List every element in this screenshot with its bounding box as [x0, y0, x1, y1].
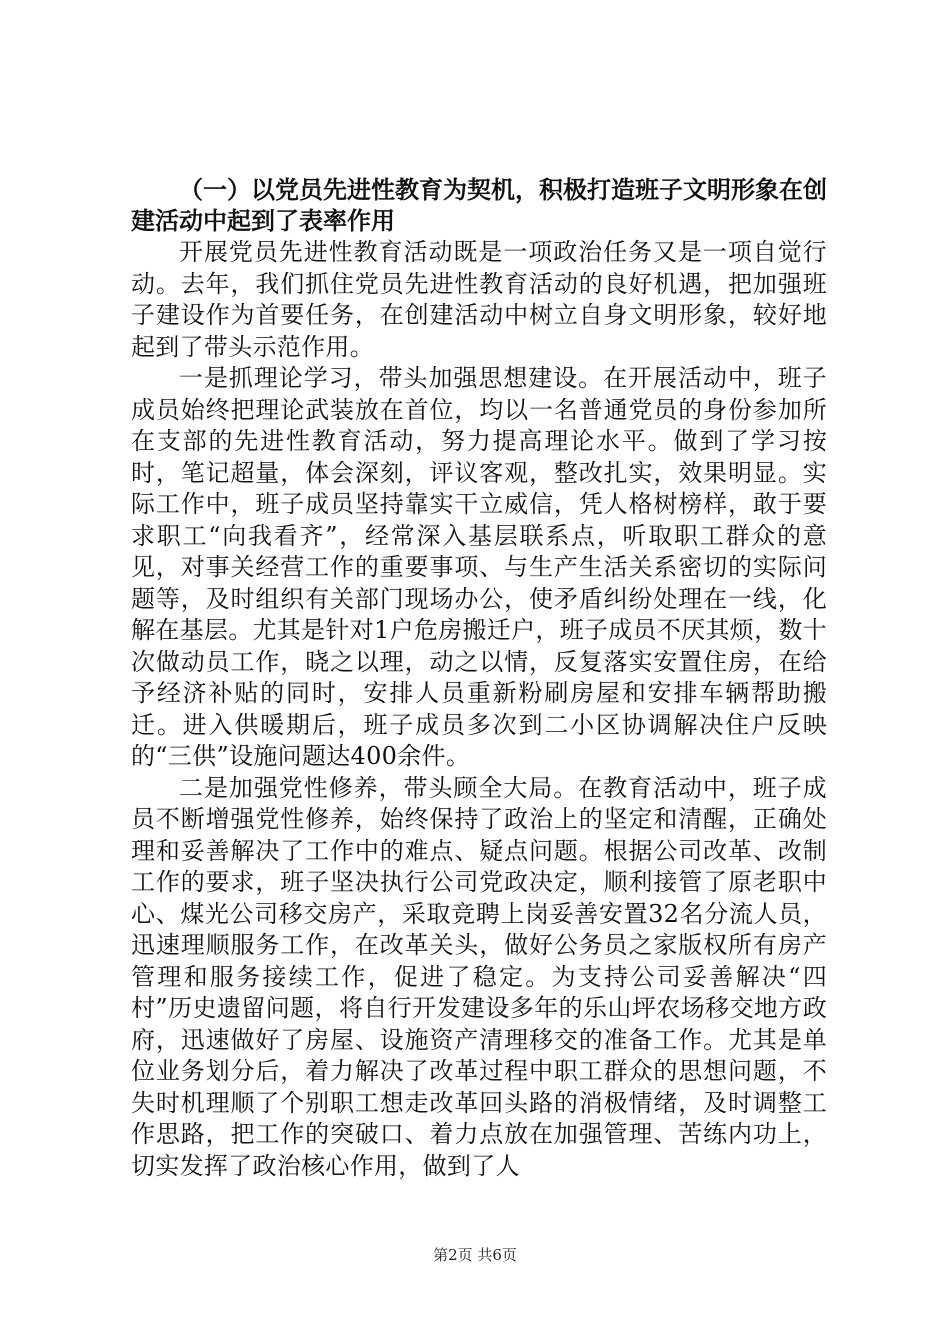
- section-heading: （一）以党员先进性教育为契机，积极打造班子文明形象在创建活动中起到了表率作用: [131, 176, 827, 235]
- page-number-footer: 第2页 共6页: [433, 1246, 517, 1264]
- paragraph-intro: 开展党员先进性教育活动既是一项政治任务又是一项自觉行动。去年，我们抓住党员先进性教育活动的良好机遇，把加强班子建设作为首要任务，在创建活动中树立自身文明形象，较好地起到了带头示范作用。: [131, 238, 827, 361]
- paragraph-party-spirit: 二是加强党性修养，带头顾全大局。在教育活动中，班子成员不断增强党性修养，始终保持了政治上的坚定和清醒，正确处理和妥善解决了工作中的难点、疑点问题。根据公司改革、改制工作的要求，班子坚决执行公司党政决定，顺利接管了原老职中心、煤光公司移交房产，采取竞聘上岗妥善安置32名分流人员，迅速理顺服务工作，在改革关头，做好公务员之家版权所有房产管理和服务接续工作，促进了稳定。为支持公司妥善解决“四村”历史遗留问题，将自行开发建设多年的乐山坪农场移交地方政府，迅速做好了房屋、设施资产清理移交的准备工作。尤其是单位业务划分后，着力解决了改革过程中职工群众的思想问题，不失时机理顺了个别职工想走改革回头路的消极情绪，及时调整工作思路，把工作的突破口、着力点放在加强管理、苦练内功上，切实发挥了政治核心作用，做到了人: [131, 773, 827, 1180]
- paragraph-theory-study: 一是抓理论学习，带头加强思想建设。在开展活动中，班子成员始终把理论武装放在首位，均以一名普通党员的身份参加所在支部的先进性教育活动，努力提高理论水平。做到了学习按时，笔记超量，体会深刻，评议客观，整改扎实，效果明显。实际工作中，班子成员坚持靠实干立威信，凭人格树榜样，敢于要求职工“向我看齐”，经常深入基层联系点，听取职工群众的意见，对事关经营工作的重要事项、与生产生活关系密切的实际问题等，及时组织有关部门现场办公，使矛盾纠纷处理在一线，化解在基层。尤其是针对1户危房搬迁户，班子成员不厌其烦，数十次做动员工作，晓之以理，动之以情，反复落实安置住房，在给予经济补贴的同时，安排人员重新粉刷房屋和安排车辆帮助搬迁。进入供暖期后，班子成员多次到二小区协调解决住户反映的“三供”设施问题达400余件。: [131, 364, 827, 770]
- document-body: [131, 175, 827, 1182]
